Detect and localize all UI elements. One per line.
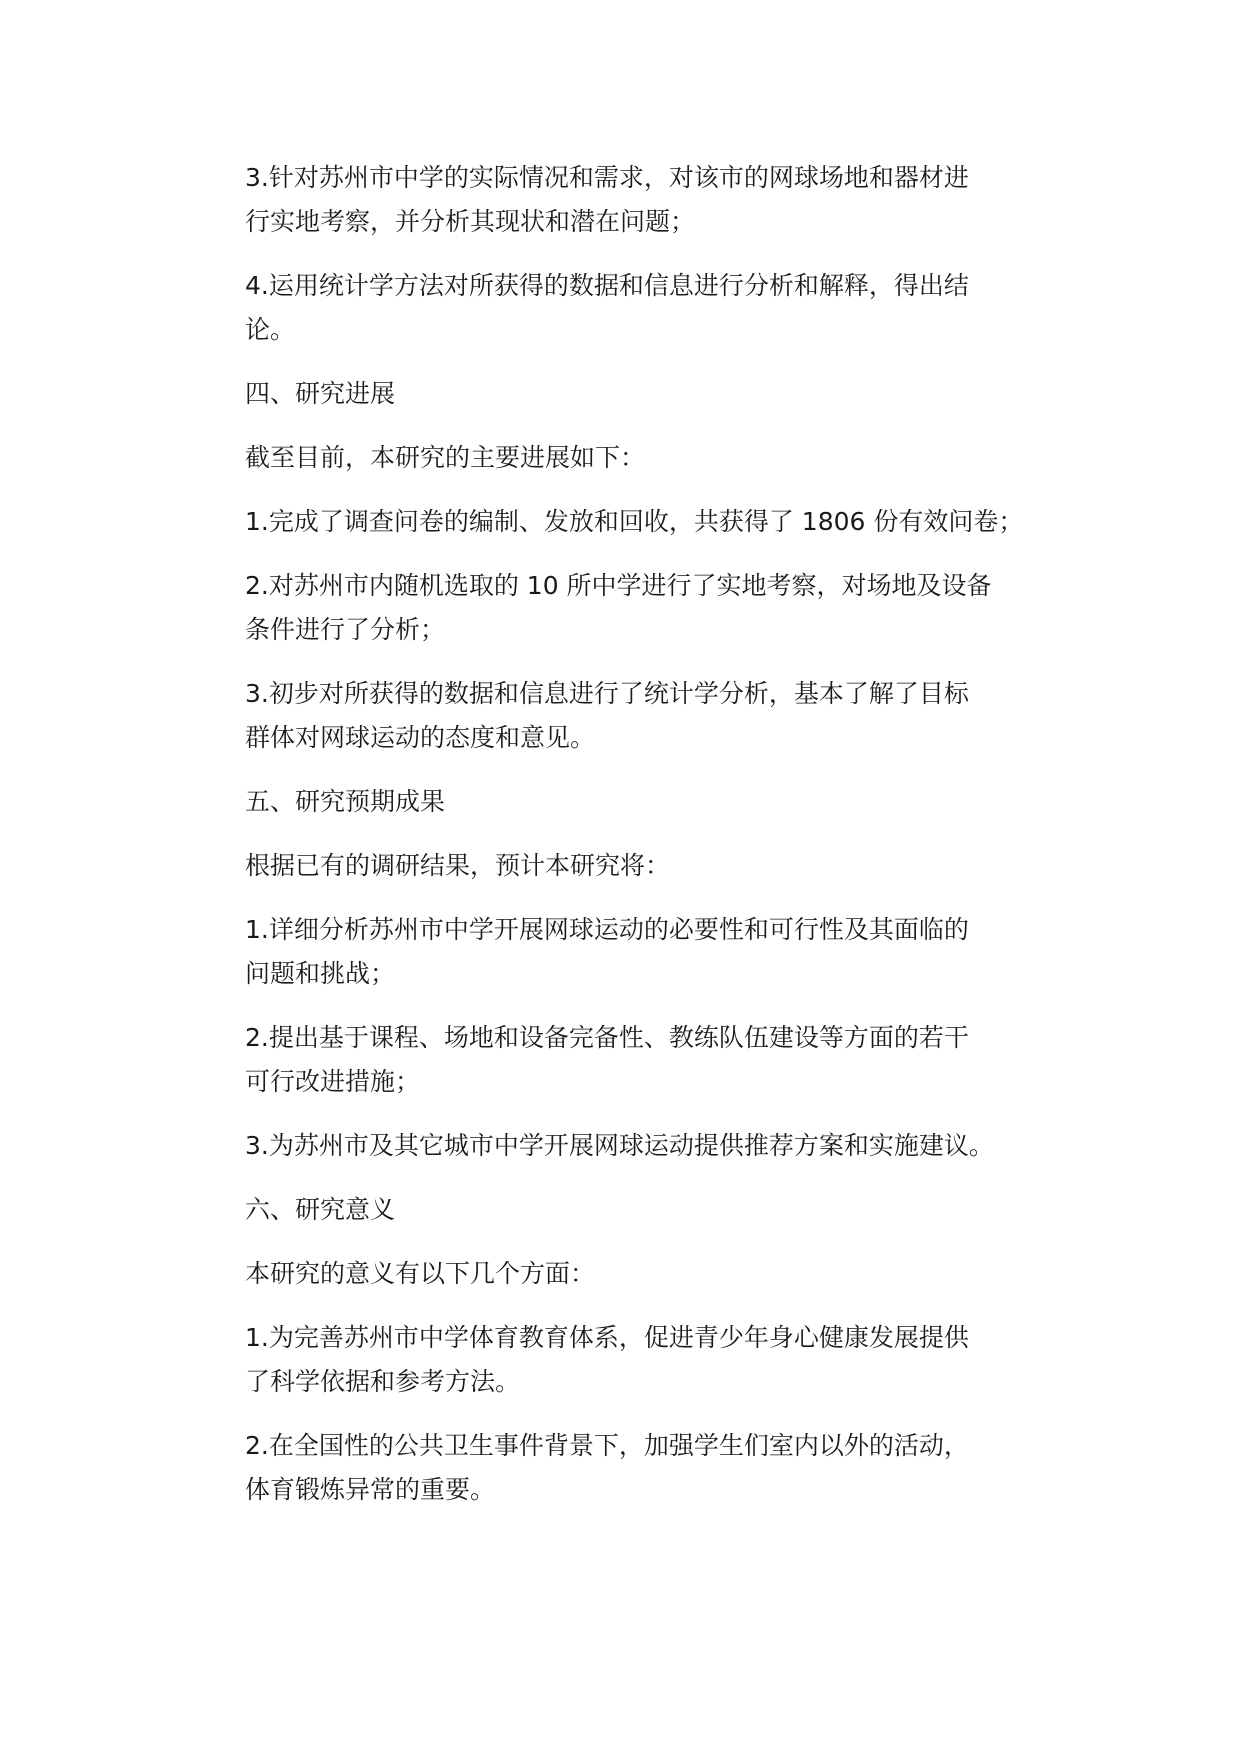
paragraph-research-content-4: [187, 264, 1077, 352]
heading-text: 五、研究预期成果: [245, 787, 446, 816]
paragraph-line: 2.对苏州市内随机选取的 10 所中学进行了实地考察，对场地及设备: [245, 571, 992, 600]
section-heading-progress: [187, 372, 1077, 416]
document-body: [187, 156, 1077, 1532]
paragraph-significance-2: [187, 1424, 1077, 1512]
paragraph-line: 本研究的意义有以下几个方面：: [245, 1259, 596, 1288]
paragraph-expected-2: [187, 1016, 1077, 1104]
paragraph-line: 行实地考察，并分析其现状和潜在问题；: [245, 207, 696, 236]
paragraph-line: 论。: [245, 315, 296, 344]
paragraph-line: 2.提出基于课程、场地和设备完备性、教练队伍建设等方面的若干: [245, 1023, 969, 1052]
paragraph-progress-3: [187, 672, 1077, 760]
paragraph-line: 1.详细分析苏州市中学开展网球运动的必要性和可行性及其面临的: [245, 915, 969, 944]
paragraph-line: 了科学依据和参考方法。: [245, 1367, 521, 1396]
paragraph-line: 条件进行了分析；: [245, 615, 446, 644]
paragraph-line: 问题和挑战；: [245, 959, 396, 988]
paragraph-line: 4.运用统计学方法对所获得的数据和信息进行分析和解释，得出结: [245, 271, 969, 300]
paragraph-significance-1: [187, 1316, 1077, 1404]
section-heading-significance: [187, 1188, 1077, 1232]
paragraph-line: 群体对网球运动的态度和意见。: [245, 723, 596, 752]
paragraph-progress-1: [187, 500, 1077, 544]
paragraph-line: 1.完成了调查问卷的编制、发放和回收，共获得了 1806 份有效问卷；: [245, 507, 1024, 536]
paragraph-line: 3.初步对所获得的数据和信息进行了统计学分析，基本了解了目标: [245, 679, 969, 708]
paragraph-research-content-3: [187, 156, 1077, 244]
paragraph-line: 2.在全国性的公共卫生事件背景下，加强学生们室内以外的活动，: [245, 1431, 969, 1460]
paragraph-progress-intro: [187, 436, 1077, 480]
paragraph-progress-2: [187, 564, 1077, 652]
paragraph-line: 截至目前，本研究的主要进展如下：: [245, 443, 646, 472]
paragraph-line: 3.针对苏州市中学的实际情况和需求，对该市的网球场地和器材进: [245, 163, 969, 192]
paragraph-line: 3.为苏州市及其它城市中学开展网球运动提供推荐方案和实施建议。: [245, 1131, 994, 1160]
paragraph-expected-3: [187, 1124, 1077, 1168]
section-heading-expected-results: [187, 780, 1077, 824]
paragraph-significance-intro: [187, 1252, 1077, 1296]
paragraph-line: 可行改进措施；: [245, 1067, 421, 1096]
paragraph-line: 根据已有的调研结果，预计本研究将：: [245, 851, 671, 880]
paragraph-expected-intro: [187, 844, 1077, 888]
heading-text: 四、研究进展: [245, 379, 396, 408]
paragraph-line: 体育锻炼异常的重要。: [245, 1475, 496, 1504]
paragraph-line: 1.为完善苏州市中学体育教育体系，促进青少年身心健康发展提供: [245, 1323, 969, 1352]
heading-text: 六、研究意义: [245, 1195, 396, 1224]
paragraph-expected-1: [187, 908, 1077, 996]
